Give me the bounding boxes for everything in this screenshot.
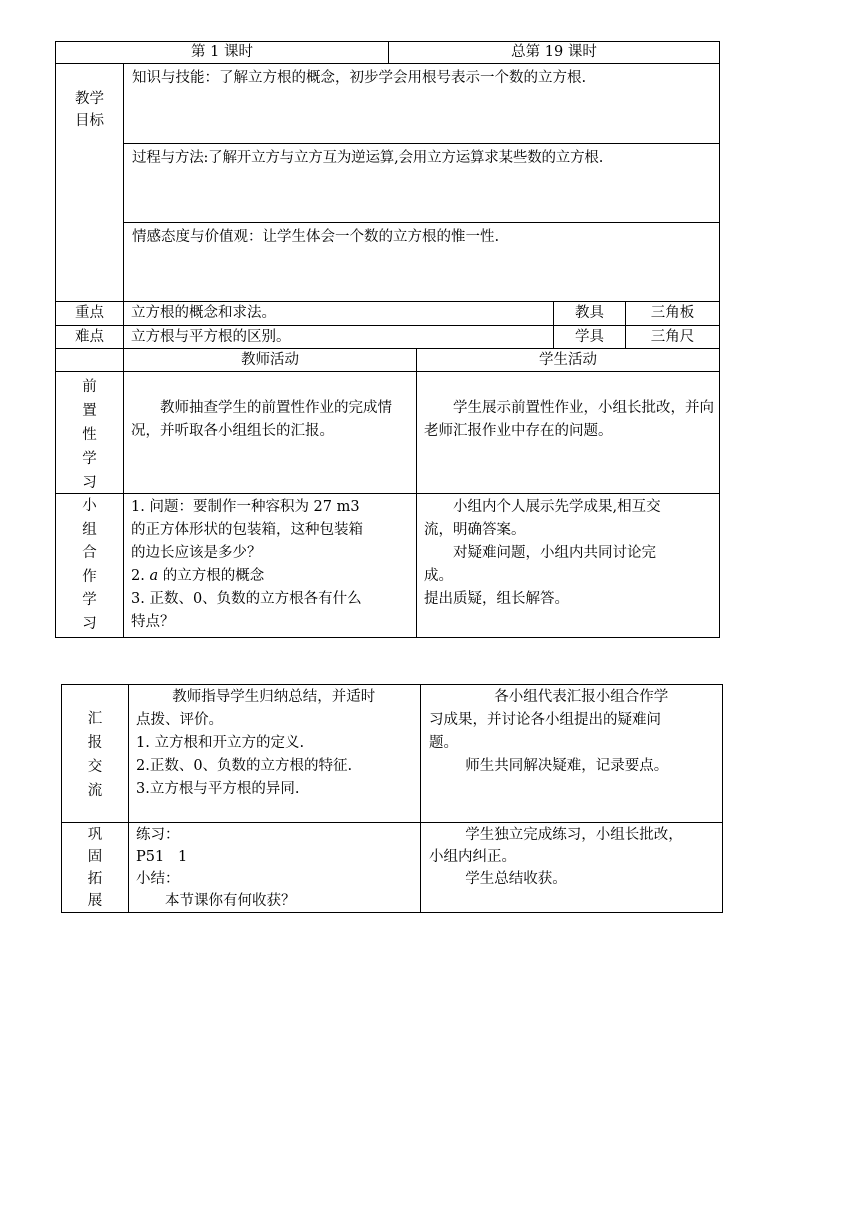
objective-emotion: 情感态度与价值观：让学生体会一个数的立方根的惟一性. [132,229,500,245]
group-student-activity: 小组内个人展示先学成果,相互交 流，明确答案。 对疑难问题，小组内共同讨论完 成。 提出质疑，组长解答。 [424,499,661,607]
report-teacher-activity: 教师指导学生归纳总结，并适时 点拨、评价。 1. 立方根和开立方的定义. 2.正数、0、负数的立方根的特征. 3.立方根与平方根的异同. [136,689,376,797]
key-point-content: 立方根的概念和求法。 [131,305,276,321]
learning-tool-label: 学具 [575,329,604,345]
consolidate-extend-label: 巩 固 拓 展 [87,827,103,909]
total-lesson-number: 总第 19 课时 [511,44,597,60]
key-point-label: 重点 [75,305,104,321]
learning-tool: 三角尺 [650,329,695,345]
objective-knowledge: 知识与技能：了解立方根的概念，初步学会用根号表示一个数的立方根. [132,70,587,86]
preview-learning-label: 前 置 性 学 习 [82,379,97,491]
consolidate-student-activity: 学生独立完成练习，小组长批改， 小组内纠正。 学生总结收获。 [429,827,683,887]
teaching-tool-label: 教具 [575,305,604,321]
preview-teacher-activity: 教师抽查学生的前置性作业的完成情况，并听取各小组组长的汇报。 [131,400,392,439]
report-student-activity: 各小组代表汇报小组合作学 习成果，并讨论各小组提出的疑难问 题。 师生共同解决疑难，记录要点。 [429,689,669,774]
difficulty-label: 难点 [75,329,104,345]
group-cooperation-label: 小 组 合 作 学 习 [82,498,97,632]
student-activity-header: 学生活动 [539,352,597,368]
report-exchange-label: 汇 报 交 流 [87,711,103,799]
lesson-number: 第 1 课时 [191,44,253,60]
objective-process: 过程与方法:了解开立方与立方互为逆运算,会用立方运算求某些数的立方根. [132,150,604,166]
difficulty-content: 立方根与平方根的区别。 [131,329,291,345]
consolidate-teacher-activity: 练习： P51 1 小结： 本节课你有何收获？ [136,827,296,909]
teacher-activity-header: 教师活动 [241,352,299,368]
preview-student-activity: 学生展示前置性作业，小组长批改，并向老师汇报作业中存在的问题。 [424,400,714,439]
group-teacher-activity: 1. 问题：要制作一种容积为 27 m3 的正方体形状的包装箱，这种包装箱 的边长应该是多少？ 2. a 的立方根的概念 3. 正数、0、负数的立方根各有什么 特点？ [131,499,363,630]
objectives-label: 教学 目标 [75,91,104,129]
teaching-tool: 三角板 [650,305,695,321]
